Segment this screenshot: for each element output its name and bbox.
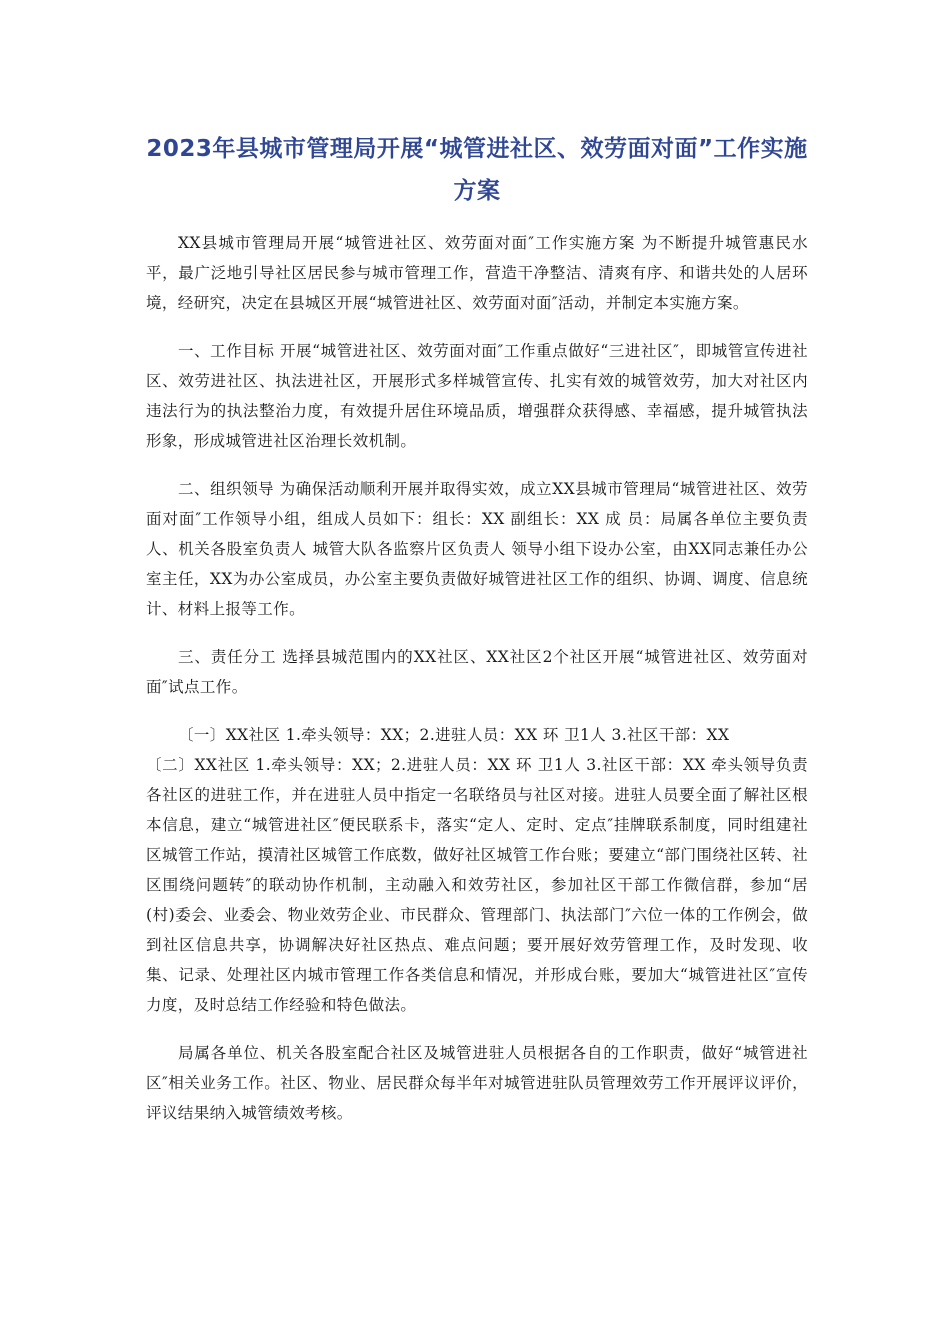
document-page [146,128,808,1146]
document-title: 2023年县城市管理局开展“城管进社区、效劳面对面”工作实施方案 [146,136,808,204]
community-one-item: 〔一〕XX社区 1.牵头领导：XX；2.进驻人员：XX 环 卫1人 3.社区干部：XX [178,726,730,744]
section-organization: 二、组织领导 为确保活动顺利开展并取得实效，成立XX县城市管理局“城管进社区、效劳面对面″工作领导小组，组成人员如下：组长：XX 副组长：XX 成 员：局属各单位主要负责人、机关各股室负责人 城管大队各监察片区负责人 领导小组下设办公室，由XX同志兼任办公室主任，XX为办公室成员，办公室主要负责做好城管进社区工作的组织、协调、调度、信息统计、材料上报等工作。 [146,480,808,618]
section-work-goals: 一、工作目标 开展“城管进社区、效劳面对面″工作重点做好“三进社区″，即城管宣传进社区、效劳进社区、执法进社区，开展形式多样城管宣传、扎实有效的城管效劳，加大对社区内违法行为的执法整治力度，有效提升居住环境品质，增强群众获得感、幸福感，提升城管执法形象，形成城管进社区治理长效机制。 [146,342,808,450]
intro-paragraph: XX县城市管理局开展“城管进社区、效劳面对面″工作实施方案 为不断提升城管惠民水平，最广泛地引导社区居民参与城市管理工作，营造干净整洁、清爽有序、和谐共处的人居环境，经研究，决定在县城区开展“城管进社区、效劳面对面″活动，并制定本实施方案。 [146,234,808,312]
closing-paragraph: 局属各单位、机关各股室配合社区及城管进驻人员根据各自的工作职责，做好“城管进社区″相关业务工作。社区、物业、居民群众每半年对城管进驻队员管理效劳工作开展评议评价，评议结果纳入城管绩效考核。 [146,1044,808,1122]
section-responsibilities: 三、责任分工 选择县城范围内的XX社区、XX社区2个社区开展“城管进社区、效劳面对面″试点工作。 [146,648,808,696]
community-two-item: 〔二〕XX社区 1.牵头领导：XX；2.进驻人员：XX 环 卫1人 3.社区干部：XX 牵头领导负责各社区的进驻工作，并在进驻人员中指定一名联络员与社区对接。进驻人员要全面了解社区根本信息，建立“城管进社区″便民联系卡，落实“定人、定时、定点″挂牌联系制度，同时组建社区城管工作站，摸清社区城管工作底数，做好社区城管工作台账；要建立“部门围绕社区转、社区围绕问题转″的联动协作机制，主动融入和效劳社区，参加社区干部工作微信群，参加“居(村)委会、业委会、物业效劳企业、市民群众、管理部门、执法部门″六位一体的工作例会，做到社区信息共享，协调解决好社区热点、难点问题；要开展好效劳管理工作，及时发现、收集、记录、处理社区内城市管理工作各类信息和情况，并形成台账，要加大“城管进社区″宣传力度，及时总结工作经验和特色做法。 [146,756,808,1014]
